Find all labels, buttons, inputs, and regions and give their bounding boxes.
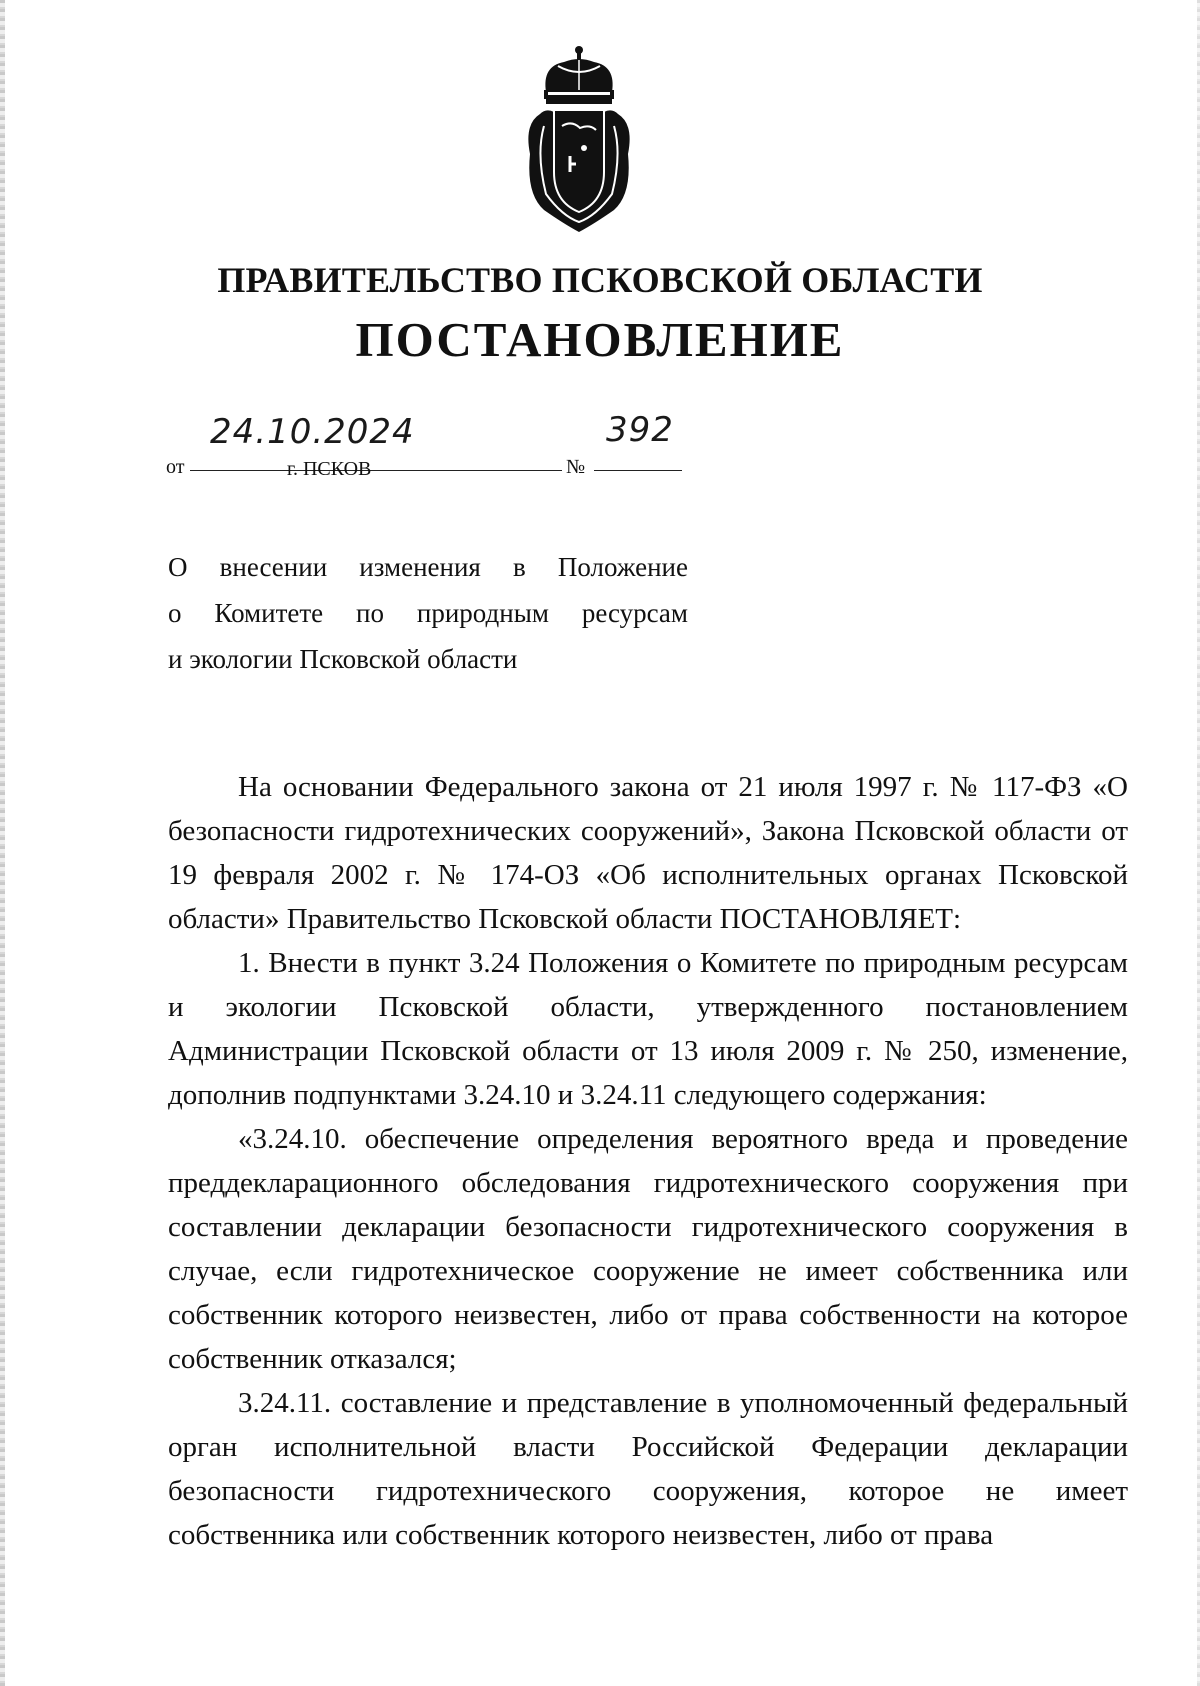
subject-line: и экологии Псковской области <box>168 644 518 674</box>
document-body <box>168 765 1128 1557</box>
number-label: № <box>566 456 586 478</box>
city-label: г. ПСКОВ <box>287 458 372 480</box>
date-underline <box>190 470 562 471</box>
body-paragraph-subitem-3-24-11: 3.24.11. составление и представление в уполномоченный федеральный орган исполнительной власти Российской Федерации декларации безопасности гидротехнического сооружения, которое не имеет собственника или собственник которого неизвестен, либо от права <box>168 1387 1128 1551</box>
organization-title: ПРАВИТЕЛЬСТВО ПСКОВСКОЙ ОБЛАСТИ <box>217 260 983 300</box>
body-paragraph-preamble: На основании Федерального закона от 21 июля 1997 г. № 117-ФЗ «О безопасности гидротехнических сооружений», Закона Псковской области от 19 февраля 2002 г. № 174-ОЗ «Об исполнительных органах Псковской области» Правительство Псковской области ПОСТАНОВЛЯЕТ: <box>168 771 1128 935</box>
document-subject <box>168 544 688 682</box>
date-label: от <box>166 456 185 478</box>
number-underline <box>594 470 682 471</box>
subject-line: о Комитете по природным ресурсам <box>168 598 688 628</box>
date-value-handwritten: 24.10.2024 <box>210 412 415 452</box>
scan-edge-left <box>0 0 5 1686</box>
document-type-title: ПОСТАНОВЛЕНИЕ <box>355 312 845 367</box>
number-value-handwritten: 392 <box>606 410 674 450</box>
body-paragraph-subitem-3-24-10: «3.24.10. обеспечение определения вероятного вреда и проведение преддекларационного обследования гидротехнического сооружения при составлении декларации безопасности гидротехнического сооружения в случае, если гидротехническое сооружение не имеет собственника или собственник которого неизвестен, либо от права собственности на которое собственник отказался; <box>168 1123 1128 1375</box>
subject-line: О внесении изменения в Положение <box>168 552 688 582</box>
coat-of-arms-icon <box>524 44 634 232</box>
body-paragraph-item-1: 1. Внести в пункт 3.24 Положения о Комитете по природным ресурсам и экологии Псковской области, утвержденного постановлением Администрации Псковской области от 13 июля 2009 г. № 250, изменение, дополнив подпунктами 3.24.10 и 3.24.11 следующего содержания: <box>168 947 1128 1111</box>
